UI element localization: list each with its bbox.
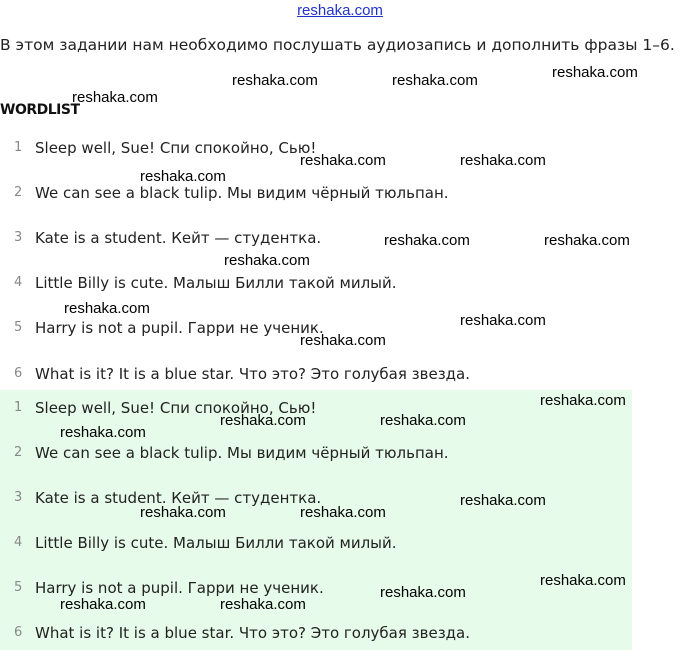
item-text: What is it? It is a blue star. Что это? Это голубая звезда. bbox=[35, 624, 471, 642]
watermark: reshaka.com bbox=[60, 424, 146, 441]
item-number: 1 bbox=[14, 140, 23, 155]
item-number: 5 bbox=[14, 320, 23, 335]
item-number: 3 bbox=[14, 490, 23, 505]
watermark: reshaka.com bbox=[380, 412, 466, 429]
watermark: reshaka.com bbox=[540, 572, 626, 589]
item-text: Kate is a student. Кейт — студентка. bbox=[35, 229, 322, 247]
item-number: 2 bbox=[14, 185, 23, 200]
watermark: reshaka.com bbox=[300, 152, 386, 169]
watermark: reshaka.com bbox=[72, 89, 158, 106]
watermark: reshaka.com bbox=[540, 392, 626, 409]
item-text: Harry is not a pupil. Гарри не ученик. bbox=[35, 319, 324, 337]
item-text: Harry is not a pupil. Гарри не ученик. bbox=[35, 579, 324, 597]
item-text: We can see a black tulip. Мы видим чёрный тюльпан. bbox=[35, 444, 449, 462]
watermark: reshaka.com bbox=[460, 492, 546, 509]
watermark: reshaka.com bbox=[552, 64, 638, 81]
item-number: 3 bbox=[14, 230, 23, 245]
watermark: reshaka.com bbox=[140, 168, 226, 185]
watermark: reshaka.com bbox=[232, 72, 318, 89]
item-text: We can see a black tulip. Мы видим чёрный тюльпан. bbox=[35, 184, 449, 202]
site-link[interactable]: reshaka.com bbox=[297, 2, 383, 19]
watermark: reshaka.com bbox=[380, 584, 466, 601]
watermark: reshaka.com bbox=[224, 252, 310, 269]
watermark: reshaka.com bbox=[140, 504, 226, 521]
item-number: 5 bbox=[14, 580, 23, 595]
watermark: reshaka.com bbox=[220, 596, 306, 613]
task-description: В этом задании нам необходимо послушать аудиозапись и дополнить фразы 1–6. bbox=[0, 36, 675, 54]
watermark: reshaka.com bbox=[64, 300, 150, 317]
item-number: 2 bbox=[14, 445, 23, 460]
watermark: reshaka.com bbox=[220, 412, 306, 429]
item-text: Kate is a student. Кейт — студентка. bbox=[35, 489, 322, 507]
item-text: What is it? It is a blue star. Что это? Это голубая звезда. bbox=[35, 365, 471, 383]
item-text: Little Billy is cute. Малыш Билли такой милый. bbox=[35, 274, 397, 292]
wordlist-title: WORDLIST bbox=[0, 102, 80, 118]
item-number: 6 bbox=[14, 625, 23, 640]
watermark: reshaka.com bbox=[392, 72, 478, 89]
watermark: reshaka.com bbox=[384, 232, 470, 249]
item-number: 4 bbox=[14, 275, 23, 290]
watermark: reshaka.com bbox=[300, 332, 386, 349]
watermark: reshaka.com bbox=[300, 504, 386, 521]
watermark: reshaka.com bbox=[460, 312, 546, 329]
item-number: 1 bbox=[14, 400, 23, 415]
item-number: 6 bbox=[14, 366, 23, 381]
item-number: 4 bbox=[14, 535, 23, 550]
watermark: reshaka.com bbox=[60, 596, 146, 613]
item-text: Sleep well, Sue! Спи спокойно, Сью! bbox=[35, 399, 317, 417]
item-text: Little Billy is cute. Малыш Билли такой милый. bbox=[35, 534, 397, 552]
watermark: reshaka.com bbox=[544, 232, 630, 249]
item-text: Sleep well, Sue! Спи спокойно, Сью! bbox=[35, 139, 317, 157]
watermark: reshaka.com bbox=[460, 152, 546, 169]
